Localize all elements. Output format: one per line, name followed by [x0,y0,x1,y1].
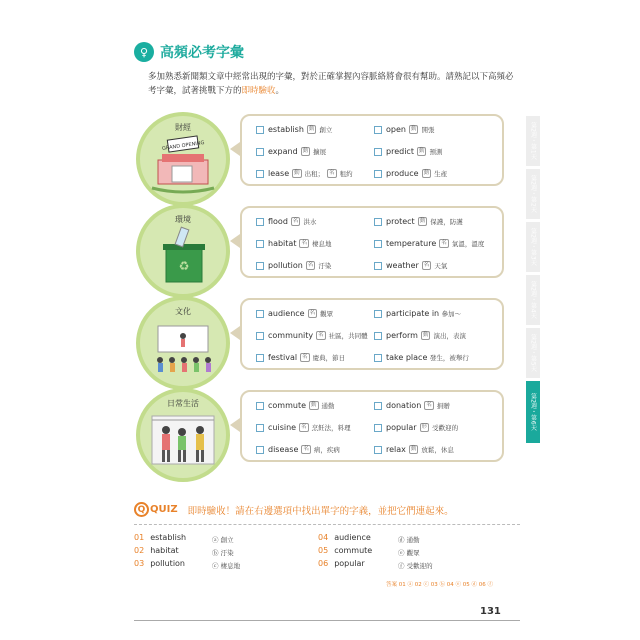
vocab-item[interactable] [256,261,331,270]
page-number: 131 [480,606,501,617]
vocab-box-finance [240,114,504,186]
vocab-word: relax [386,445,406,454]
vocab-word: popular [386,423,417,432]
divider [134,524,520,525]
quiz-number: 03 [134,559,145,568]
shop-opening-illustration [148,134,218,196]
vocab-word: festival [268,353,298,362]
vocab-item[interactable] [256,331,368,340]
part-of-speech: 名 [302,354,308,360]
part-of-speech: 名 [318,332,324,338]
vocab-item[interactable] [256,217,316,226]
checkbox[interactable] [374,354,382,362]
intro-body: 多加熟悉新聞類文章中經常出現的字彙，對於正確掌握內容脈絡將會很有幫助。請熟記以下高頻必考字彙，試著挑戰下方的 [148,72,514,96]
vocab-item[interactable] [374,423,458,432]
vocab-item[interactable] [374,239,484,248]
category-label: 日常生活 [167,399,199,408]
quiz-label: QUIZ [150,504,178,515]
quiz-word: commute [334,546,373,555]
intro-text [148,70,518,98]
shop-sign-text: GRAND OPENING [161,140,205,152]
vocab-meaning: 預測 [429,148,443,156]
vocab-word: commute [268,401,307,410]
vocab-meaning: 擴展 [313,148,327,156]
part-of-speech: 動 [410,446,417,452]
category-label: 環境 [175,215,191,224]
vocab-meaning: 慶典，節日 [312,354,346,362]
quiz-option[interactable]: ⓔ 觀眾 [398,549,420,557]
part-of-speech: 動 [302,148,309,154]
svg-text:♻: ♻ [178,259,190,273]
vocab-meaning: 汙染 [318,262,332,270]
vocab-word: habitat [268,239,297,248]
vocab-item[interactable] [256,423,351,432]
vocab-meaning: 開張 [421,126,435,134]
quiz-word: habitat [150,546,179,555]
part-of-speech: 名 [303,446,309,452]
vocab-meaning: 天氣 [434,262,448,270]
vocab-word: flood [268,217,288,226]
vocab-item[interactable] [374,445,454,454]
vocab-word: open [386,125,406,134]
commuters-illustration [148,410,218,472]
vocab-word: establish [268,125,304,134]
vocab-word: audience [268,309,305,318]
checkbox[interactable] [374,332,382,340]
tab-day3[interactable]: 第2週・第3天 [526,222,540,272]
part-of-speech: 名 [292,218,299,224]
checkbox[interactable] [256,310,264,318]
vocab-word: take place [386,353,428,362]
category-circle-environment [136,204,230,298]
vocab-box-culture [240,298,504,370]
pointer-arrow [230,142,240,156]
vocab-item[interactable] [374,169,447,178]
section-header [134,42,244,62]
part-of-speech: 名 [301,424,307,430]
part-of-speech: 動 [311,402,317,408]
vocab-meaning: 捐贈 [436,402,450,410]
vocab-meaning: 租約 [339,170,353,178]
checkbox[interactable] [374,126,382,134]
part-of-speech: 名 [423,262,430,268]
checkbox[interactable] [374,218,382,226]
quiz-word: establish [150,533,187,542]
vocab-item[interactable] [256,239,331,248]
pointer-arrow [230,418,240,432]
pointer-arrow [230,234,240,248]
checkbox[interactable] [256,424,264,432]
vocab-word: pollution [268,261,303,270]
side-tabs [526,116,540,446]
part-of-speech: 名 [309,310,316,316]
tab-day6[interactable]: 第2週・第6天 [526,381,540,443]
quiz-item[interactable] [134,546,179,555]
quiz-number: 06 [318,559,329,568]
page-footer-line [134,620,520,621]
checkbox[interactable] [256,446,264,454]
tab-day2[interactable]: 第2週・第2天 [526,169,540,219]
vocab-item[interactable] [374,309,461,318]
vocab-word: perform [386,331,418,340]
vocab-word: protect [386,217,415,226]
checkbox[interactable] [256,402,264,410]
vocab-meaning: 參加～ [441,310,462,318]
vocab-item[interactable] [374,353,469,362]
intro-highlight: 即時驗收 [241,86,276,96]
intro-end: 。 [275,86,285,96]
checkbox[interactable] [374,310,382,318]
vocab-word: participate in [386,309,440,318]
vocab-meaning: 氣溫，溫度 [451,240,485,248]
category-circle-culture [136,296,230,390]
part-of-speech: 名 [329,170,335,176]
part-of-speech: 形 [421,424,428,430]
vocab-word: temperature [386,239,437,248]
vocab-item[interactable] [374,401,450,410]
vocab-item[interactable] [374,261,447,270]
part-of-speech: 名 [301,240,307,246]
part-of-speech: 名 [307,262,314,268]
tab-day5[interactable]: 第2週・第5天 [526,328,540,378]
quiz-item[interactable] [134,559,185,568]
page-title: 高頻必考字彙 [160,45,244,61]
tab-day4[interactable]: 第2週・第4天 [526,275,540,325]
checkbox[interactable] [256,218,264,226]
category-label: 財經 [175,123,191,132]
quiz-item[interactable] [318,546,372,555]
vocab-item[interactable] [256,125,332,134]
vocab-meaning: 保護，防護 [430,218,463,226]
part-of-speech: 動 [410,126,417,132]
vocab-word: cuisine [268,423,297,432]
part-of-speech: 動 [418,148,425,154]
vocab-word: disease [268,445,299,454]
part-of-speech: 名 [426,402,432,408]
location-pin-icon: ♀ [134,42,154,62]
vocab-meaning: 生產 [434,170,448,178]
vocab-meaning: 演出，表演 [433,332,466,340]
vocab-item[interactable] [256,147,326,156]
vocab-item[interactable] [374,217,463,226]
vocab-item[interactable] [374,147,442,156]
audience-stage-illustration [148,318,218,380]
quiz-instruction: 即時驗收！請在右邊選項中找出單字的字義，並把它們連起來。 [187,505,454,517]
checkbox[interactable] [256,354,264,362]
quiz-option[interactable]: ⓕ 受歡迎的 [398,562,433,570]
vocab-word: expand [268,147,298,156]
category-circle-finance [136,112,230,206]
vocab-meaning: 放鬆，休息 [421,446,454,454]
vocab-item[interactable] [374,125,434,134]
vocab-word: community [268,331,314,340]
quiz-option[interactable]: ⓐ 創立 [212,536,234,544]
checkbox[interactable] [256,148,264,156]
quiz-number: 04 [318,533,329,542]
vocab-meaning: 受歡迎的 [432,424,459,432]
checkbox[interactable] [256,170,264,178]
vocab-word: weather [386,261,419,270]
vocab-meaning: 發生，被舉行 [429,354,469,362]
vocab-meaning: 觀眾 [320,310,334,318]
recycle-bin-illustration [148,226,218,288]
quiz-option[interactable]: ⓓ 通勤 [398,536,420,544]
part-of-speech: 動 [423,170,430,176]
vocab-meaning: 出租； [304,170,325,178]
vocab-item[interactable] [256,401,335,410]
quiz-q-icon: Q [134,502,149,517]
quiz-item[interactable] [318,533,371,542]
checkbox[interactable] [374,170,382,178]
checkbox[interactable] [256,262,264,270]
vocab-meaning: 社區，共同體 [328,332,368,340]
part-of-speech: 動 [308,126,315,132]
vocab-item[interactable] [374,331,466,340]
vocab-word: donation [386,401,422,410]
checkbox[interactable] [374,446,382,454]
vocab-word: produce [386,169,419,178]
vocab-word: predict [386,147,414,156]
vocab-meaning: 創立 [319,126,333,134]
checkbox[interactable] [374,240,382,248]
quiz-option[interactable]: ⓒ 棲息地 [212,562,241,570]
vocab-item[interactable] [256,353,345,362]
vocab-meaning: 棲息地 [311,240,332,248]
checkbox[interactable] [374,402,382,410]
category-label: 文化 [175,307,191,316]
vocab-meaning: 洪水 [303,218,317,226]
pointer-arrow [230,326,240,340]
quiz-word: audience [334,533,371,542]
quiz-item[interactable] [318,559,365,568]
tab-day1[interactable]: 第2週・第1天 [526,116,540,166]
quiz-header [134,502,454,517]
vocab-item[interactable] [256,309,333,318]
quiz-word: pollution [150,559,185,568]
quiz-option[interactable]: ⓑ 汙染 [212,549,234,557]
vocab-meaning: 病，疾病 [313,446,340,454]
quiz-number: 05 [318,546,329,555]
part-of-speech: 動 [294,170,300,176]
quiz-word: popular [334,559,365,568]
part-of-speech: 動 [422,332,429,338]
category-circle-daily-life [136,388,230,482]
vocab-meaning: 烹飪法，料理 [311,424,351,432]
quiz-number: 01 [134,533,145,542]
vocab-box-environment [240,206,504,278]
part-of-speech: 動 [419,218,426,224]
checkbox[interactable] [256,126,264,134]
quiz-number: 02 [134,546,145,555]
checkbox[interactable] [256,332,264,340]
vocab-item[interactable] [256,169,353,178]
vocab-box-daily-life [240,390,504,462]
checkbox[interactable] [374,148,382,156]
quiz-item[interactable] [134,533,186,542]
checkbox[interactable] [374,262,382,270]
checkbox[interactable] [256,240,264,248]
checkbox[interactable] [374,424,382,432]
quiz-answer: 答案 01 ⓐ 02 ⓒ 03 ⓑ 04 ⓔ 05 ⓓ 06 ⓕ [386,582,493,588]
part-of-speech: 名 [441,240,447,246]
vocab-item[interactable] [256,445,340,454]
vocab-word: lease [268,169,290,178]
vocab-meaning: 通勤 [321,402,335,410]
